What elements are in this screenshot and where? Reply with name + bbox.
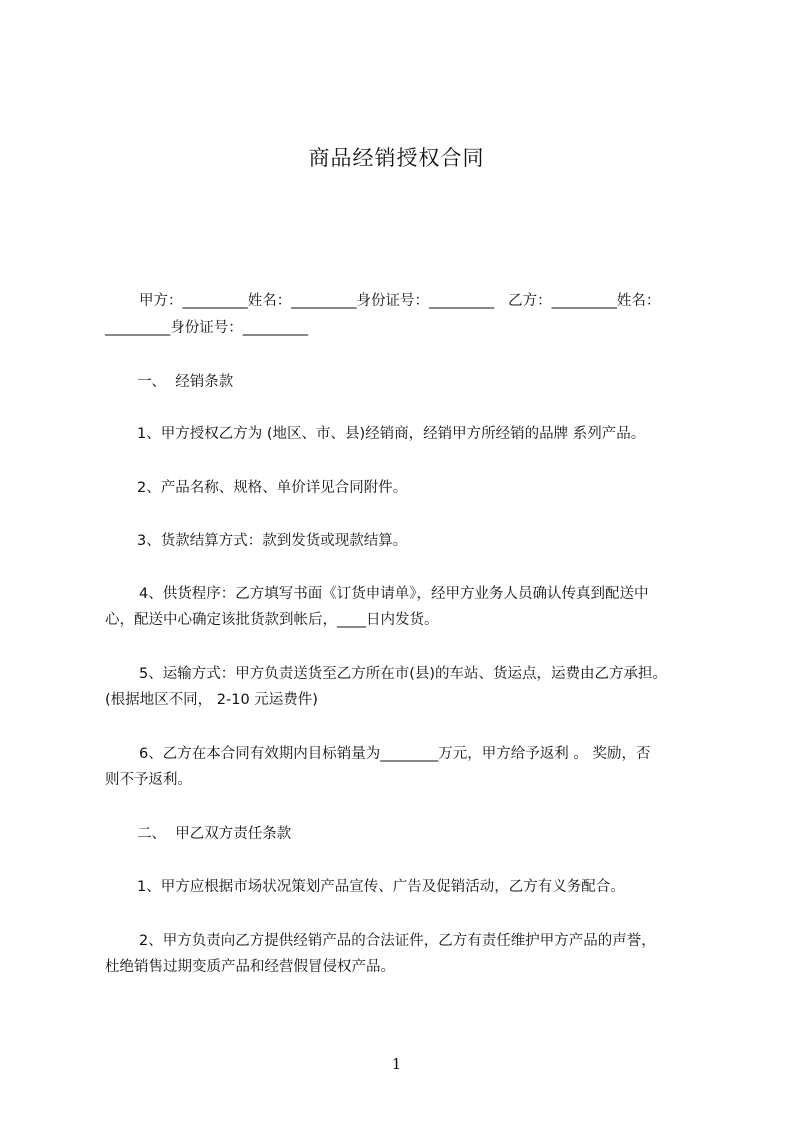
section-1-clause-5-line-2: (根据地区不同， 2-10 元运费件) [105,692,318,708]
section-1-clause-5-line-1: 5、运输方式：甲方负责送货至乙方所在市(县)的车站、货运点，运费由乙方承担。 [139,666,668,682]
document-title: 商品经销授权合同 [308,146,485,170]
section-1-clause-1: 1、甲方授权乙方为 (地区、市、县)经销商，经销甲方所经销的品牌 系列产品。 [137,426,646,442]
section-1-clause-3: 3、货款结算方式：款到发货或现款结算。 [137,533,408,549]
section-2-heading: 二、 甲乙双方责任条款 [137,826,292,842]
page-number: 1 [391,1055,402,1073]
section-1-clause-4-line-1: 4、供货程序：乙方填写书面《订货申请单》，经甲方业务人员确认传真到配送中 [139,586,649,602]
section-1-clause-6-line-2: 则不予返利。 [105,772,192,788]
parties-line-2: _________身份证号：_________ [105,320,308,336]
parties-line-1: 甲方：_________姓名：_________身份证号：_________ 乙方：_________姓名： [139,293,661,309]
section-1-clause-2: 2、产品名称、规格、单价详见合同附件。 [137,480,408,496]
section-1-heading: 一、 经销条款 [137,374,234,390]
section-2-clause-2-line-2: 杜绝销售过期变质产品和经营假冒侵权产品。 [105,959,395,975]
section-2-clause-1: 1、甲方应根据市场状况策划产品宣传、广告及促销活动，乙方有义务配合。 [137,879,625,895]
section-1-clause-6-line-1: 6、乙方在本合同有效期内目标销量为________万元，甲方给予返利 。 奖励，否 [139,746,651,762]
section-2-clause-2-line-1: 2、甲方负责向乙方提供经销产品的合法证件，乙方有责任维护甲方产品的声誉， [139,933,656,949]
section-1-clause-4-line-2: 心，配送中心确定该批货款到帐后，____日内发货。 [105,612,439,628]
